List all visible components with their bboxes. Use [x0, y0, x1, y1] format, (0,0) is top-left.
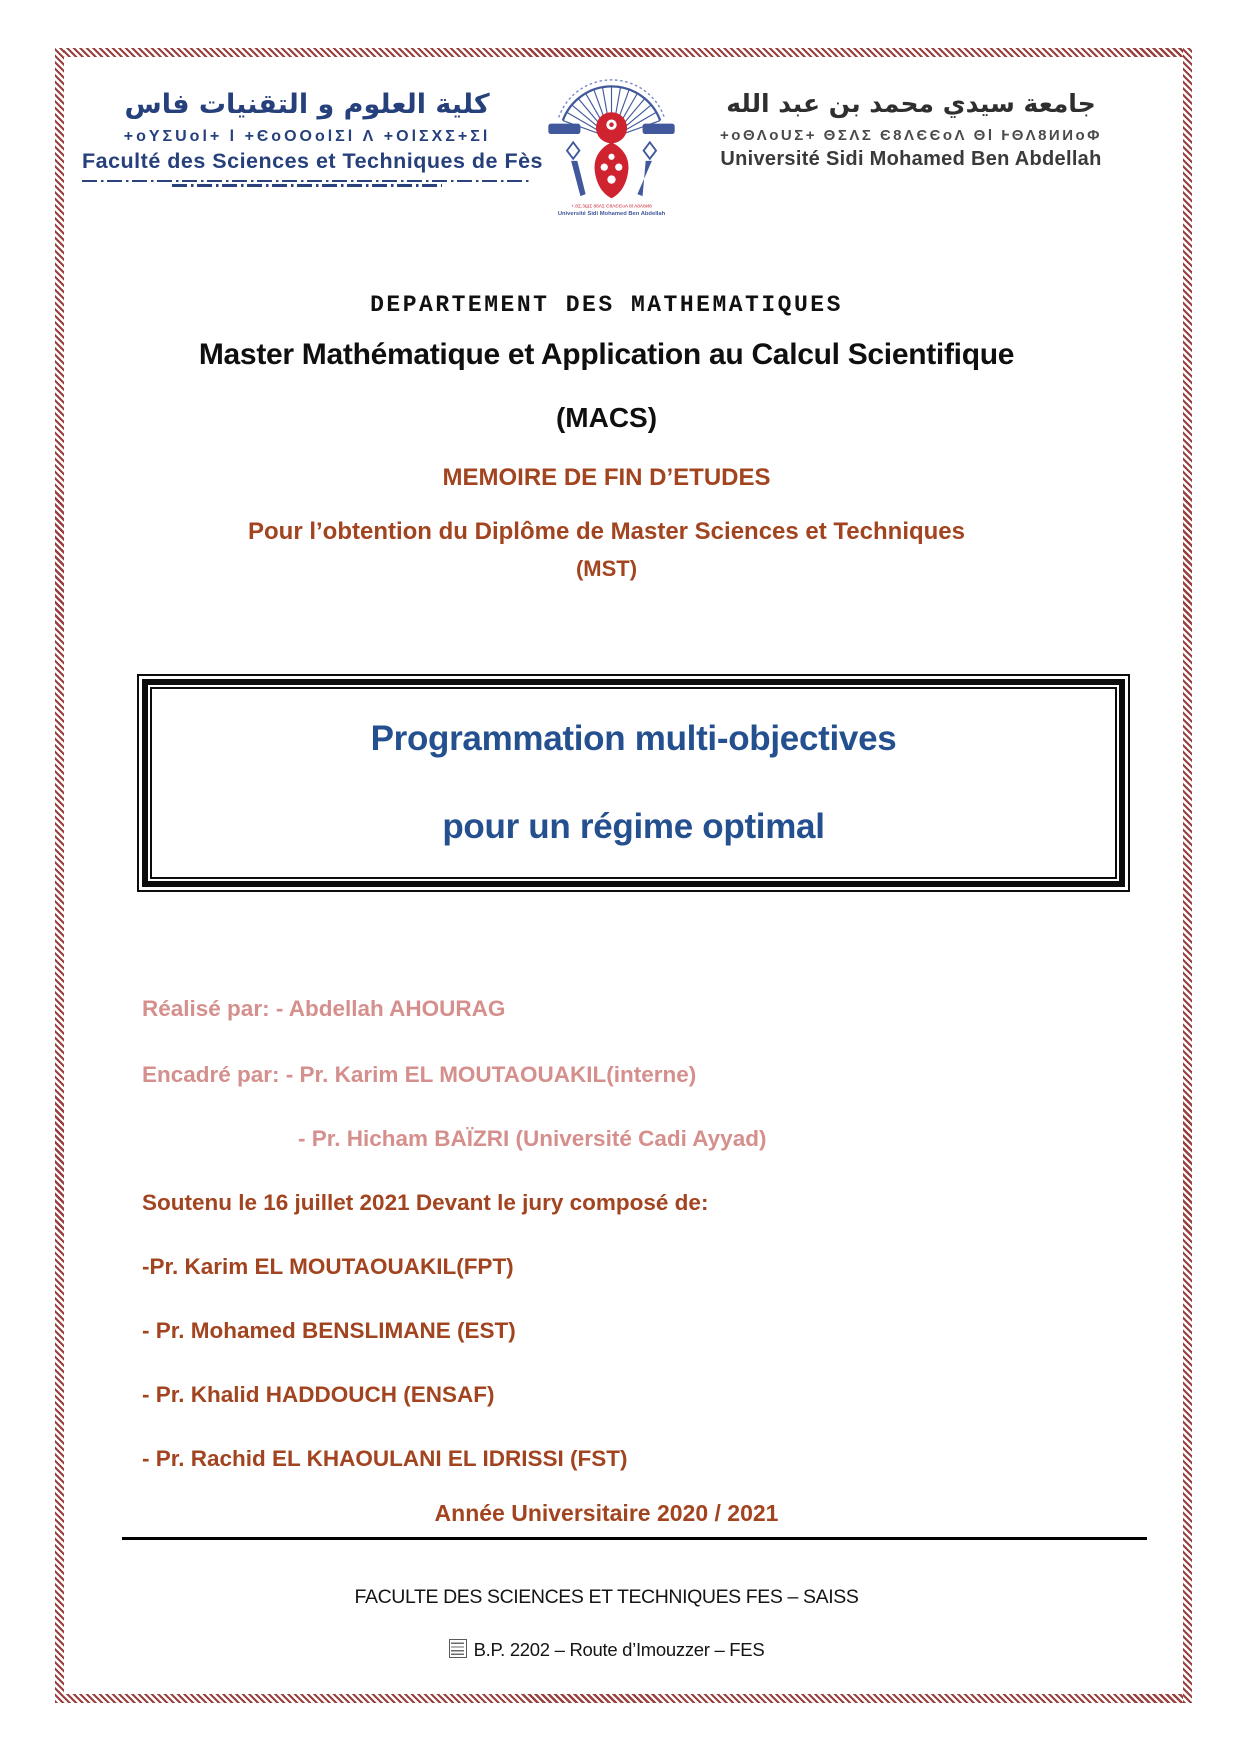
decorative-border-right: [1183, 48, 1192, 1703]
thesis-title-box-mid: [142, 679, 1125, 887]
faculty-name-french: Faculté des Sciences et Techniques de Fès: [82, 148, 544, 173]
decorative-border-bottom: [55, 1694, 1192, 1703]
diploma-acronym: (MST): [575, 556, 638, 581]
master-program-title: Master Mathématique et Application au Calcul Scientifique: [198, 338, 1015, 371]
jury-member-4: - Pr. Rachid EL KHAOULANI EL IDRISSI (FST): [142, 1446, 628, 1471]
jury-member-3: - Pr. Khalid HADDOUCH (ENSAF): [142, 1382, 495, 1407]
footer-rule: [122, 1537, 1147, 1540]
logo-caption-bottom: Université Sidi Mohamed Ben Abdellah: [557, 210, 666, 217]
memoire-heading: MEMOIRE DE FIN D’ETUDES: [442, 464, 771, 491]
dash-dot-divider-short: [172, 184, 442, 187]
page-content: [82, 58, 1131, 1661]
university-name-french: Université Sidi Mohamed Ben Abdellah: [720, 148, 1102, 171]
institution-header: [82, 88, 1131, 226]
jury-member-2: - Pr. Mohamed BENSLIMANE (EST): [142, 1318, 516, 1343]
diploma-subtitle: Pour l’obtention du Diplôme de Master Sciences et Techniques: [247, 518, 965, 545]
decorative-border-left: [55, 48, 64, 1703]
thesis-title-box-core: [150, 687, 1117, 879]
address-page-icon: [449, 1639, 467, 1658]
master-program-acronym: (MACS): [555, 402, 658, 433]
faculty-block: [82, 88, 544, 187]
decorative-border-top: [55, 48, 1192, 57]
university-block: [691, 88, 1131, 171]
academic-year: Année Universitaire 2020 / 2021: [434, 1500, 779, 1526]
defense-date-line: Soutenu le 16 juillet 2021 Devant le jury composé de:: [142, 1190, 709, 1215]
thesis-title-line1: Programmation multi-objectives: [370, 719, 897, 758]
footer-address-text: B.P. 2202 – Route d’Imouzzer – FES: [473, 1639, 765, 1660]
thesis-title-line2: pour un régime optimal: [442, 807, 825, 846]
logo-caption-top: +.8Σ.3ШΣ 88ΛΣ Є8ΛЄЄoΛ 8l Λ8Λ8И8: [571, 204, 652, 210]
footer-address-line: [82, 1639, 1131, 1661]
author-line: Réalisé par: - Abdellah AHOURAG: [142, 996, 506, 1021]
faculty-name-arabic: كلية العلوم و التقنيات فاس: [124, 89, 490, 120]
department-title: DEPARTEMENT DES MATHEMATIQUES: [370, 292, 843, 318]
university-name-arabic: جامعة سيدي محمد بن عبد الله: [726, 89, 1096, 118]
supervisor-line-1: Encadré par: - Pr. Karim EL MOUTAOUAKIL(interne): [142, 1062, 697, 1087]
supervisor-line-2: - Pr. Hicham BAÏZRI (Université Cadi Ayyad): [298, 1126, 767, 1151]
dash-dot-divider: [82, 180, 532, 183]
footer-faculty-line: FACULTE DES SCIENCES ET TECHNIQUES FES – SAISS: [354, 1586, 859, 1608]
thesis-title-box: [137, 674, 1130, 892]
university-logo-icon: [539, 76, 684, 226]
university-name-tifinagh: +oΘΛoUΣ+ ΘΣΛΣ Є8ΛЄЄoΛ Θl ⱵΘΛ8ИИoΦ: [720, 127, 1102, 145]
jury-member-1: -Pr. Karim EL MOUTAOUAKIL(FPT): [142, 1254, 514, 1279]
faculty-name-tifinagh: +oYΣUol+ l +ЄoOOolΣl Λ +OlΣXΣ+Σl: [123, 127, 491, 145]
